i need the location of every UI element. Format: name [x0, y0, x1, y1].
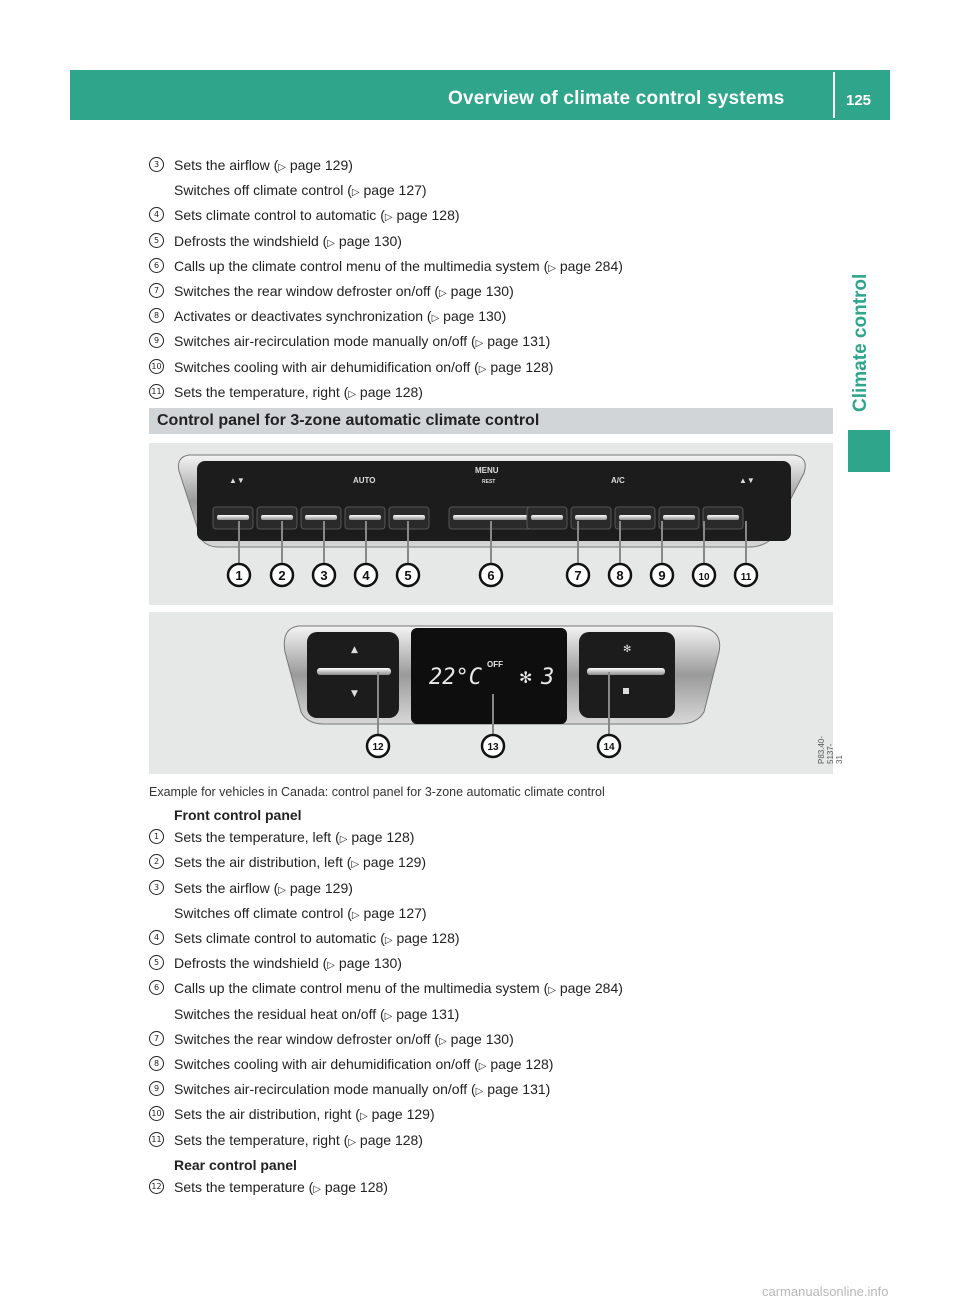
item-text: Sets the temperature, left ( — [174, 829, 340, 846]
top-item-list — [149, 154, 623, 406]
page-ref-arrow-icon: ▷ — [313, 1184, 321, 1196]
item-text: Switches off climate control ( — [174, 904, 352, 921]
page-ref-arrow-icon: ▷ — [359, 1111, 368, 1123]
side-tab-square — [848, 430, 890, 472]
list-item — [149, 154, 623, 179]
page-reference-link[interactable]: page 128) — [486, 358, 554, 375]
figure-caption: Example for vehicles in Canada: control panel for 3-zone automatic climate control — [149, 785, 605, 799]
item-number-marker: 7 — [149, 283, 164, 298]
item-number-marker: 4 — [149, 930, 164, 945]
list-item — [149, 952, 623, 977]
item-text: Sets the airflow ( — [174, 157, 279, 173]
rear-display-fan-level: 3 — [541, 665, 555, 690]
page-ref-arrow-icon: ▷ — [351, 859, 360, 871]
rear-right-slot — [587, 668, 665, 675]
page-reference-link[interactable]: page 129) — [359, 854, 427, 871]
front-button-slot — [663, 515, 695, 520]
front-label-ac: A/C — [611, 476, 625, 485]
item-text: Switches the rear window defroster on/off ( — [174, 1030, 440, 1047]
page-ref-arrow-icon: ▷ — [327, 960, 335, 972]
front-button-slot — [707, 515, 739, 520]
item-text: Switches the rear window defroster on/off ( — [174, 283, 440, 300]
callout-number: 11 — [740, 572, 752, 583]
item-number-marker: 3 — [149, 880, 164, 895]
list-item — [149, 255, 623, 280]
item-text: Switches cooling with air dehumidification on/off ( — [174, 358, 479, 375]
item-number-marker: 6 — [149, 980, 164, 995]
list-item — [149, 826, 623, 851]
page-ref-arrow-icon: ▷ — [278, 884, 286, 896]
page-reference-link[interactable]: page 131) — [483, 333, 551, 350]
list-item — [149, 204, 623, 229]
item-text: Switches the residual heat on/off ( — [174, 1005, 385, 1022]
item-number-marker: 9 — [149, 333, 164, 348]
front-button-slot — [619, 515, 651, 520]
list-item — [149, 1078, 623, 1103]
page-reference-link[interactable]: page 130) — [439, 308, 507, 325]
header-separator — [833, 72, 835, 118]
page-reference-link[interactable]: page 128) — [392, 930, 460, 947]
callout-number: 12 — [372, 742, 384, 753]
list-item — [149, 877, 623, 902]
page-ref-arrow-icon: ▷ — [327, 237, 335, 249]
item-text: Switches cooling with air dehumidification on/off ( — [174, 1056, 479, 1073]
item-text: Calls up the climate control menu of the multimedia system ( — [174, 980, 549, 997]
page-reference-link[interactable]: page 127) — [359, 182, 427, 199]
front-button-slot — [305, 515, 337, 520]
item-text: Activates or deactivates synchronization ( — [174, 308, 432, 325]
rear-left-slot — [317, 668, 391, 675]
front-label-menu: MENU — [475, 466, 499, 475]
item-text: Sets the air distribution, left ( — [174, 854, 352, 871]
page-reference-link[interactable]: page 129) — [367, 1106, 435, 1123]
page-ref-arrow-icon: ▷ — [339, 834, 348, 846]
item-number-marker: 10 — [149, 1106, 164, 1121]
page-ref-arrow-icon: ▷ — [431, 313, 440, 325]
page-reference-link[interactable]: page 128) — [347, 829, 415, 846]
callout-number: 6 — [487, 568, 495, 583]
list-item — [149, 356, 623, 381]
page-ref-arrow-icon: ▷ — [548, 262, 556, 274]
list-item — [149, 1053, 623, 1078]
front-button-slot — [575, 515, 607, 520]
item-text: Switches air-recirculation mode manually on/off ( — [174, 333, 476, 350]
list-item — [149, 381, 623, 406]
list-item — [149, 280, 623, 305]
item-number-marker: 5 — [149, 233, 164, 248]
item-number-marker: 11 — [149, 384, 164, 399]
page-reference-link[interactable]: page 128) — [392, 207, 460, 224]
rear-display-temp: 22°C — [429, 665, 482, 690]
front-button-slot — [261, 515, 293, 520]
item-number-marker: 2 — [149, 854, 164, 869]
callout-number: 2 — [278, 568, 286, 583]
item-text: Sets the airflow ( — [174, 879, 279, 896]
page-reference-link[interactable]: page 284) — [555, 257, 623, 274]
front-button-slot — [453, 515, 529, 520]
page-reference-link[interactable]: page 128) — [356, 383, 423, 400]
item-number-marker: 8 — [149, 1056, 164, 1071]
page-reference-link[interactable]: page 128) — [486, 1056, 554, 1073]
rear-up-arrow: ▲ — [351, 645, 358, 655]
page-ref-arrow-icon: ▷ — [548, 985, 556, 997]
list-item — [149, 305, 623, 330]
item-number-marker: 9 — [149, 1081, 164, 1096]
rear-panel-figure — [149, 612, 844, 774]
item-number-marker: 4 — [149, 207, 164, 222]
item-text: Rear control panel — [174, 1156, 297, 1173]
page-ref-arrow-icon: ▷ — [384, 1010, 393, 1022]
page-reference-link[interactable]: page 128) — [321, 1179, 388, 1196]
rear-panel-illustration — [149, 612, 833, 774]
page-reference-link[interactable]: page 130) — [335, 232, 402, 249]
bottom-item-list — [149, 804, 623, 1201]
rear-display-status: OFF — [487, 660, 503, 669]
list-item — [149, 179, 623, 204]
item-text: Defrosts the windshield ( — [174, 955, 328, 972]
front-panel-figure — [149, 443, 833, 605]
item-number-marker: 11 — [149, 1132, 164, 1147]
item-text: Defrosts the windshield ( — [174, 232, 328, 249]
item-text: Switches air-recirculation mode manually on/off ( — [174, 1081, 476, 1098]
page-header-title: Overview of climate control systems — [448, 88, 785, 109]
front-button-slot — [217, 515, 249, 520]
callout-number: 7 — [574, 568, 582, 583]
rear-fan-icon: ✻ — [623, 644, 632, 655]
page-ref-arrow-icon: ▷ — [475, 338, 484, 350]
page-reference-link[interactable]: page 130) — [446, 1030, 514, 1047]
item-number-marker: 1 — [149, 829, 164, 844]
item-text: Sets the temperature, right ( — [174, 1131, 349, 1148]
list-item — [149, 1003, 623, 1028]
item-number-marker: 7 — [149, 1031, 164, 1046]
item-text: Sets the temperature ( — [174, 1179, 314, 1196]
page-ref-arrow-icon: ▷ — [478, 1061, 487, 1073]
page-ref-arrow-icon: ▷ — [348, 388, 357, 400]
item-number-marker: 8 — [149, 308, 164, 323]
callout-number: 5 — [404, 568, 412, 583]
page-reference-link[interactable]: page 129) — [285, 879, 353, 896]
page-reference-link[interactable]: page 131) — [392, 1005, 460, 1022]
list-item — [149, 804, 623, 826]
rear-display-fan-icon: ✻ — [519, 668, 533, 687]
item-number-marker: 3 — [149, 157, 164, 172]
front-button-slot — [349, 515, 381, 520]
item-text: Sets climate control to automatic ( — [174, 930, 385, 947]
callout-number: 1 — [235, 568, 243, 583]
page-ref-arrow-icon: ▷ — [278, 162, 286, 173]
list-item — [149, 1154, 623, 1176]
callout-number: 8 — [616, 568, 624, 583]
page-ref-arrow-icon: ▷ — [439, 1035, 447, 1047]
item-number-marker: 6 — [149, 258, 164, 273]
page-reference-link[interactable]: page 284) — [555, 980, 623, 997]
page-ref-arrow-icon: ▷ — [478, 363, 487, 375]
item-number-marker: 12 — [149, 1179, 164, 1194]
page-reference-link[interactable]: page 130) — [446, 283, 514, 300]
front-label-rest: REST — [482, 479, 496, 485]
front-label-left-arrows: ▲▼ — [229, 476, 245, 485]
item-text: Front control panel — [174, 807, 302, 823]
list-item — [149, 1028, 623, 1053]
watermark: carmanualsonline.info — [762, 1284, 889, 1299]
item-number-marker: 5 — [149, 955, 164, 970]
page-number: 125 — [846, 92, 872, 109]
page-ref-arrow-icon: ▷ — [384, 935, 393, 947]
front-label-auto: AUTO — [353, 476, 376, 485]
callout-number: 14 — [603, 742, 615, 753]
side-tab-label: Climate control — [850, 273, 871, 412]
callout-number: 3 — [320, 568, 328, 583]
list-item — [149, 330, 623, 355]
page-reference-link[interactable]: page 128) — [356, 1131, 423, 1148]
rear-down-arrow: ▼ — [351, 689, 358, 699]
page-ref-arrow-icon: ▷ — [439, 288, 447, 300]
page-ref-arrow-icon: ▷ — [351, 909, 360, 921]
page-reference-link[interactable]: page 130) — [335, 955, 402, 972]
callout-number: 4 — [362, 568, 370, 583]
front-label-right-arrows: ▲▼ — [739, 476, 755, 485]
item-text: Sets the temperature, right ( — [174, 383, 349, 400]
page-ref-arrow-icon: ▷ — [351, 187, 360, 199]
page-reference-link[interactable]: page 131) — [483, 1081, 551, 1098]
item-number-marker: 10 — [149, 359, 164, 374]
list-item — [149, 1176, 623, 1201]
item-text: Sets climate control to automatic ( — [174, 207, 385, 224]
rear-stop-icon — [623, 688, 629, 694]
list-item — [149, 851, 623, 876]
list-item — [149, 1129, 623, 1154]
item-text: Calls up the climate control menu of the multimedia system ( — [174, 257, 549, 274]
page-reference-link[interactable]: page 129) — [285, 157, 353, 173]
front-button-slot — [393, 515, 425, 520]
list-item — [149, 1103, 623, 1128]
item-text: Sets the air distribution, right ( — [174, 1106, 360, 1123]
section-title: Control panel for 3-zone automatic climate control — [157, 412, 540, 429]
list-item — [149, 977, 623, 1002]
callout-number: 9 — [658, 568, 666, 583]
item-text: Switches off climate control ( — [174, 182, 352, 199]
list-item — [149, 230, 623, 255]
callout-number: 10 — [698, 572, 710, 583]
list-item — [149, 902, 623, 927]
callout-number: 13 — [487, 742, 499, 753]
list-item — [149, 927, 623, 952]
front-panel-illustration — [149, 443, 833, 605]
page-ref-arrow-icon: ▷ — [475, 1086, 484, 1098]
front-button-slot — [531, 515, 563, 520]
figure-photo-id: P83.40-5137-31 — [817, 735, 844, 764]
page-ref-arrow-icon: ▷ — [384, 212, 393, 224]
page-ref-arrow-icon: ▷ — [348, 1136, 357, 1148]
page-reference-link[interactable]: page 127) — [359, 904, 427, 921]
